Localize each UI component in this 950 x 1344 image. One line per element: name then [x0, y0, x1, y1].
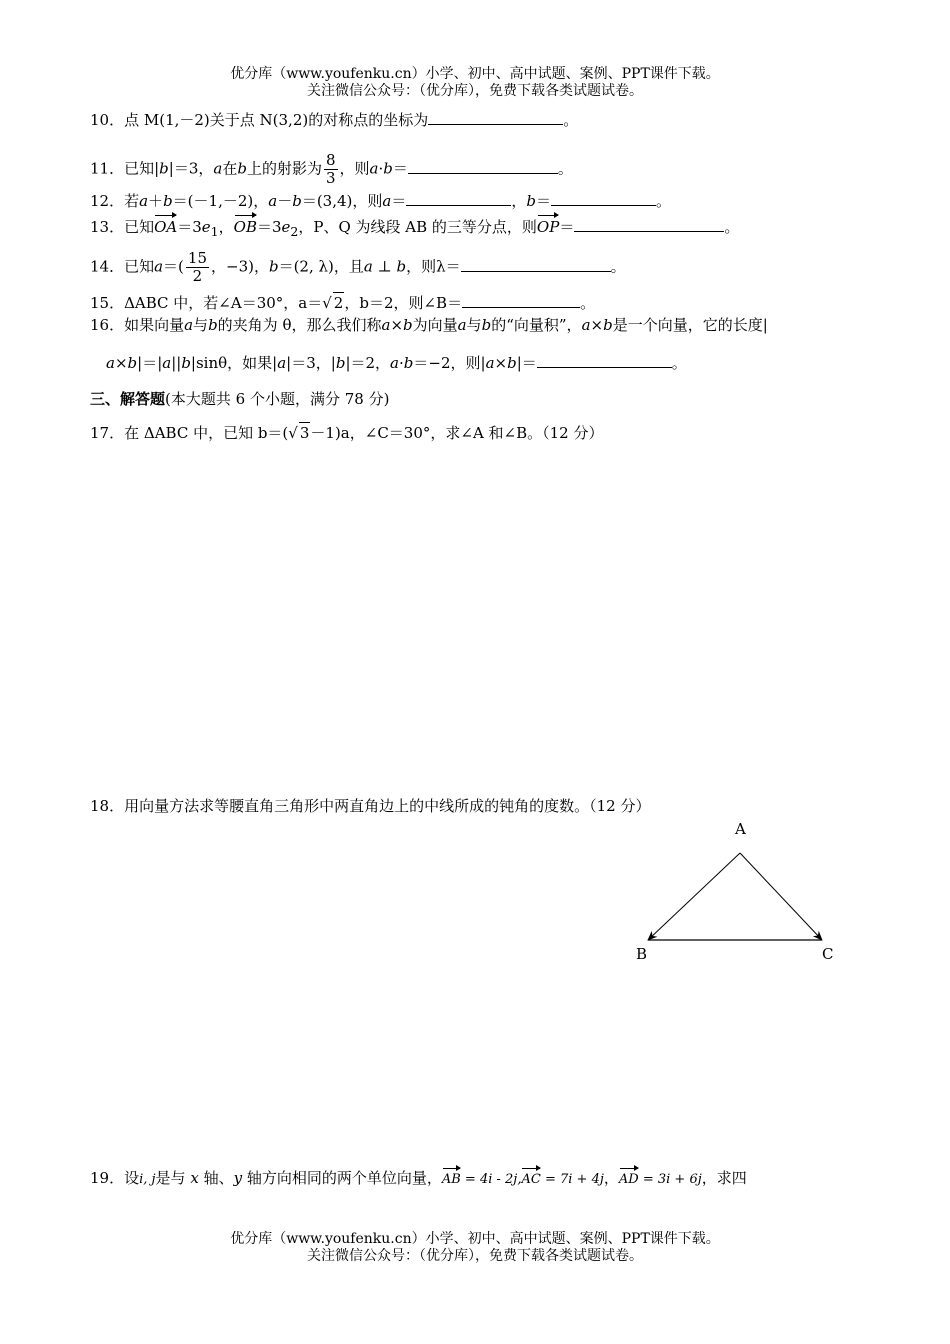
- answer-blank[interactable]: [551, 191, 656, 206]
- section-heading: 三、解答题(本大题共 6 个小题，满分 78 分): [90, 390, 390, 408]
- label-c: C: [822, 945, 834, 963]
- page-footer: [0, 1231, 950, 1265]
- fraction: $\frac{8}{3}$: [325, 151, 336, 187]
- answer-blank[interactable]: [408, 159, 558, 174]
- answer-blank[interactable]: [428, 110, 563, 125]
- label-b: B: [636, 945, 648, 963]
- header-line-1: 优分库（www.youfenku.cn）小学、初中、高中试题、案例、PPT课件下载。: [230, 66, 720, 82]
- answer-blank[interactable]: [537, 353, 672, 368]
- triangle-diagram: [620, 815, 850, 975]
- answer-blank[interactable]: [574, 217, 724, 232]
- page-header: [0, 66, 950, 100]
- vector-ac: [740, 853, 822, 940]
- fraction: $\frac{15}{2}$: [187, 249, 207, 285]
- header-line-2: 关注微信公众号：（优分库），免费下载各类试题试卷。: [307, 83, 643, 99]
- label-a: A: [735, 820, 746, 838]
- question-12: 12．若a＋b＝(－1,－2)，a－b＝(3,4)，则a＝ ，b＝ 。: [90, 192, 671, 210]
- question-18: 18．用向量方法求等腰直角三角形中两直角边上的中线所成的钝角的度数。（12 分）: [90, 797, 651, 815]
- question-14: 14．已知a＝( $\frac{15}{2}$ ，−3)，b＝(2, λ)，且a ⊥ b，则λ＝ 。: [90, 249, 626, 285]
- question-11: 11．已知|b|＝3，a在b上的射影为 $\frac{8}{3}$ ，则a·b＝ 。: [90, 151, 573, 187]
- vector-ab: [648, 853, 740, 940]
- question-17: 17．在 ΔABC 中，已知 b＝(√ 3－1)a，∠C＝30°，求∠A 和∠B。（12 分）: [90, 424, 604, 442]
- question-15: 15．ΔABC 中，若∠A＝30°，a＝√ 2，b＝2，则∠B＝ 。: [90, 294, 596, 312]
- question-16-cont: a×b|＝|a||b|sinθ，如果|a|＝3，|b|＝2，a·b＝−2，则|a×b|＝ 。: [106, 354, 687, 372]
- footer-line-2: 关注微信公众号：（优分库），免费下载各类试题试卷。: [307, 1248, 643, 1264]
- question-19: 19．设i, j是与 x 轴、y 轴方向相同的两个单位向量，AB = 4i - 2j,AC = 7i + 4j，AD = 3i + 6j，求四: [90, 1168, 747, 1190]
- answer-blank[interactable]: [462, 293, 580, 308]
- question-13: 13．已知$OA=3e_1$，$OB=3e_2$，P、Q 为线段 AB 的三等分点，则OP＝ 。: [90, 218, 740, 239]
- answer-blank[interactable]: [406, 191, 511, 206]
- footer-line-1: 优分库（www.youfenku.cn）小学、初中、高中试题、案例、PPT课件下载。: [230, 1231, 720, 1247]
- question-16: 16．如果向量a与b的夹角为 θ，那么我们称a×b为向量a与b的“向量积”，a×b是一个向量，它的长度|: [90, 316, 768, 334]
- question-10: 10．点 M(1,－2)关于点 N(3,2)的对称点的坐标为 。: [90, 111, 579, 129]
- answer-blank[interactable]: [461, 257, 611, 272]
